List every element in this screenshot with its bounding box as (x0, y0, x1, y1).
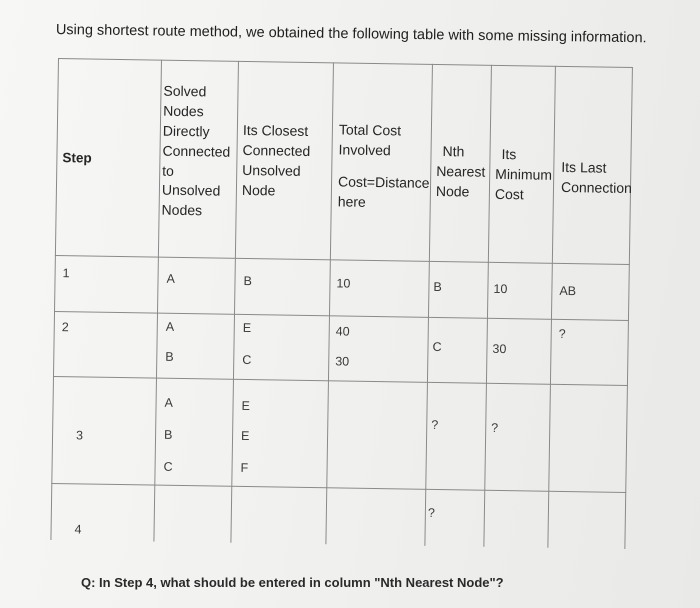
row2-last: ? (558, 326, 566, 342)
header-line: Cost=Distance (337, 173, 430, 191)
header-line: Unsolved (242, 161, 301, 179)
header-line: Cost (494, 185, 524, 203)
table-col-divider (483, 65, 492, 547)
table-col-divider (153, 60, 162, 542)
row3-closest-f: F (240, 460, 249, 476)
header-line: Connection (560, 178, 632, 196)
row2-solved-a: A (165, 319, 175, 334)
page-heading: Using shortest route method, we obtained the following table with some missing information. (55, 22, 647, 47)
table-col-divider (230, 61, 239, 543)
header-step: Step (62, 150, 92, 166)
row2-total-40: 40 (335, 324, 350, 339)
header-line: Solved (163, 82, 207, 100)
row4-step: 4 (74, 522, 82, 537)
question-text: Q: In Step 4, what should be entered in column "Nth Nearest Node"? (81, 575, 504, 590)
row3-min-cost: ? (491, 420, 499, 435)
table-border-left (50, 58, 59, 540)
row3-nth: ? (431, 417, 439, 433)
header-line: Nearest (436, 162, 486, 180)
row2-min-cost: 30 (492, 341, 507, 357)
row1-total: 10 (336, 276, 351, 291)
row1-min-cost: 10 (493, 281, 508, 297)
row3-closest-e1: E (241, 398, 251, 414)
row3-solved-a: A (164, 395, 174, 410)
header-line: Total Cost (338, 121, 402, 139)
table-row-divider (51, 483, 626, 493)
shortest-route-table (50, 58, 640, 589)
table-border-top (58, 58, 633, 68)
header-line: Node (241, 181, 276, 199)
row3-step: 3 (75, 428, 84, 443)
header-line: Its Closest (242, 121, 309, 139)
row2-closest-e: E (242, 320, 252, 336)
header-nth-nearest (436, 142, 486, 202)
header-line: Its (501, 145, 517, 163)
header-min-cost (495, 145, 553, 206)
header-line: Nodes (161, 201, 203, 219)
header-line: Directly (162, 122, 210, 140)
row2-total-30: 30 (335, 354, 350, 369)
row2-solved-b: B (165, 349, 174, 364)
row2-closest-c: C (242, 352, 252, 368)
row1-solved: A (166, 271, 175, 286)
header-last-connection (561, 158, 632, 199)
header-line: Unsolved (161, 182, 221, 199)
header-closest-node (242, 121, 311, 202)
row4-nth: ? (427, 505, 435, 520)
table-row-divider (54, 311, 629, 321)
row1-last: AB (559, 283, 577, 299)
row2-nth: C (432, 339, 442, 355)
header-line: Nodes (163, 102, 204, 120)
row2-step: 2 (61, 320, 69, 335)
row3-solved-b: B (163, 427, 173, 442)
header-line: Connected (162, 142, 231, 160)
table-border-right (624, 67, 633, 549)
table-row-divider (55, 255, 630, 265)
header-line: Node (435, 182, 470, 200)
table-col-divider (325, 62, 334, 544)
header-total-cost (338, 120, 431, 213)
header-line: Connected (242, 141, 311, 159)
header-line: to (162, 162, 175, 179)
row1-step: 1 (62, 266, 70, 281)
header-line: here (337, 193, 366, 210)
row1-closest: B (243, 273, 252, 289)
row1-nth: B (433, 279, 442, 295)
header-solved-nodes (161, 82, 231, 222)
header-line: Involved (338, 141, 391, 159)
header-line: Nth (442, 143, 465, 160)
header-line: Its Last (561, 158, 607, 176)
row3-closest-e2: E (240, 428, 250, 444)
header-line: Minimum (495, 165, 553, 183)
row3-solved-c: C (163, 459, 173, 474)
table-col-divider (547, 66, 556, 548)
table-row-divider (53, 376, 628, 386)
